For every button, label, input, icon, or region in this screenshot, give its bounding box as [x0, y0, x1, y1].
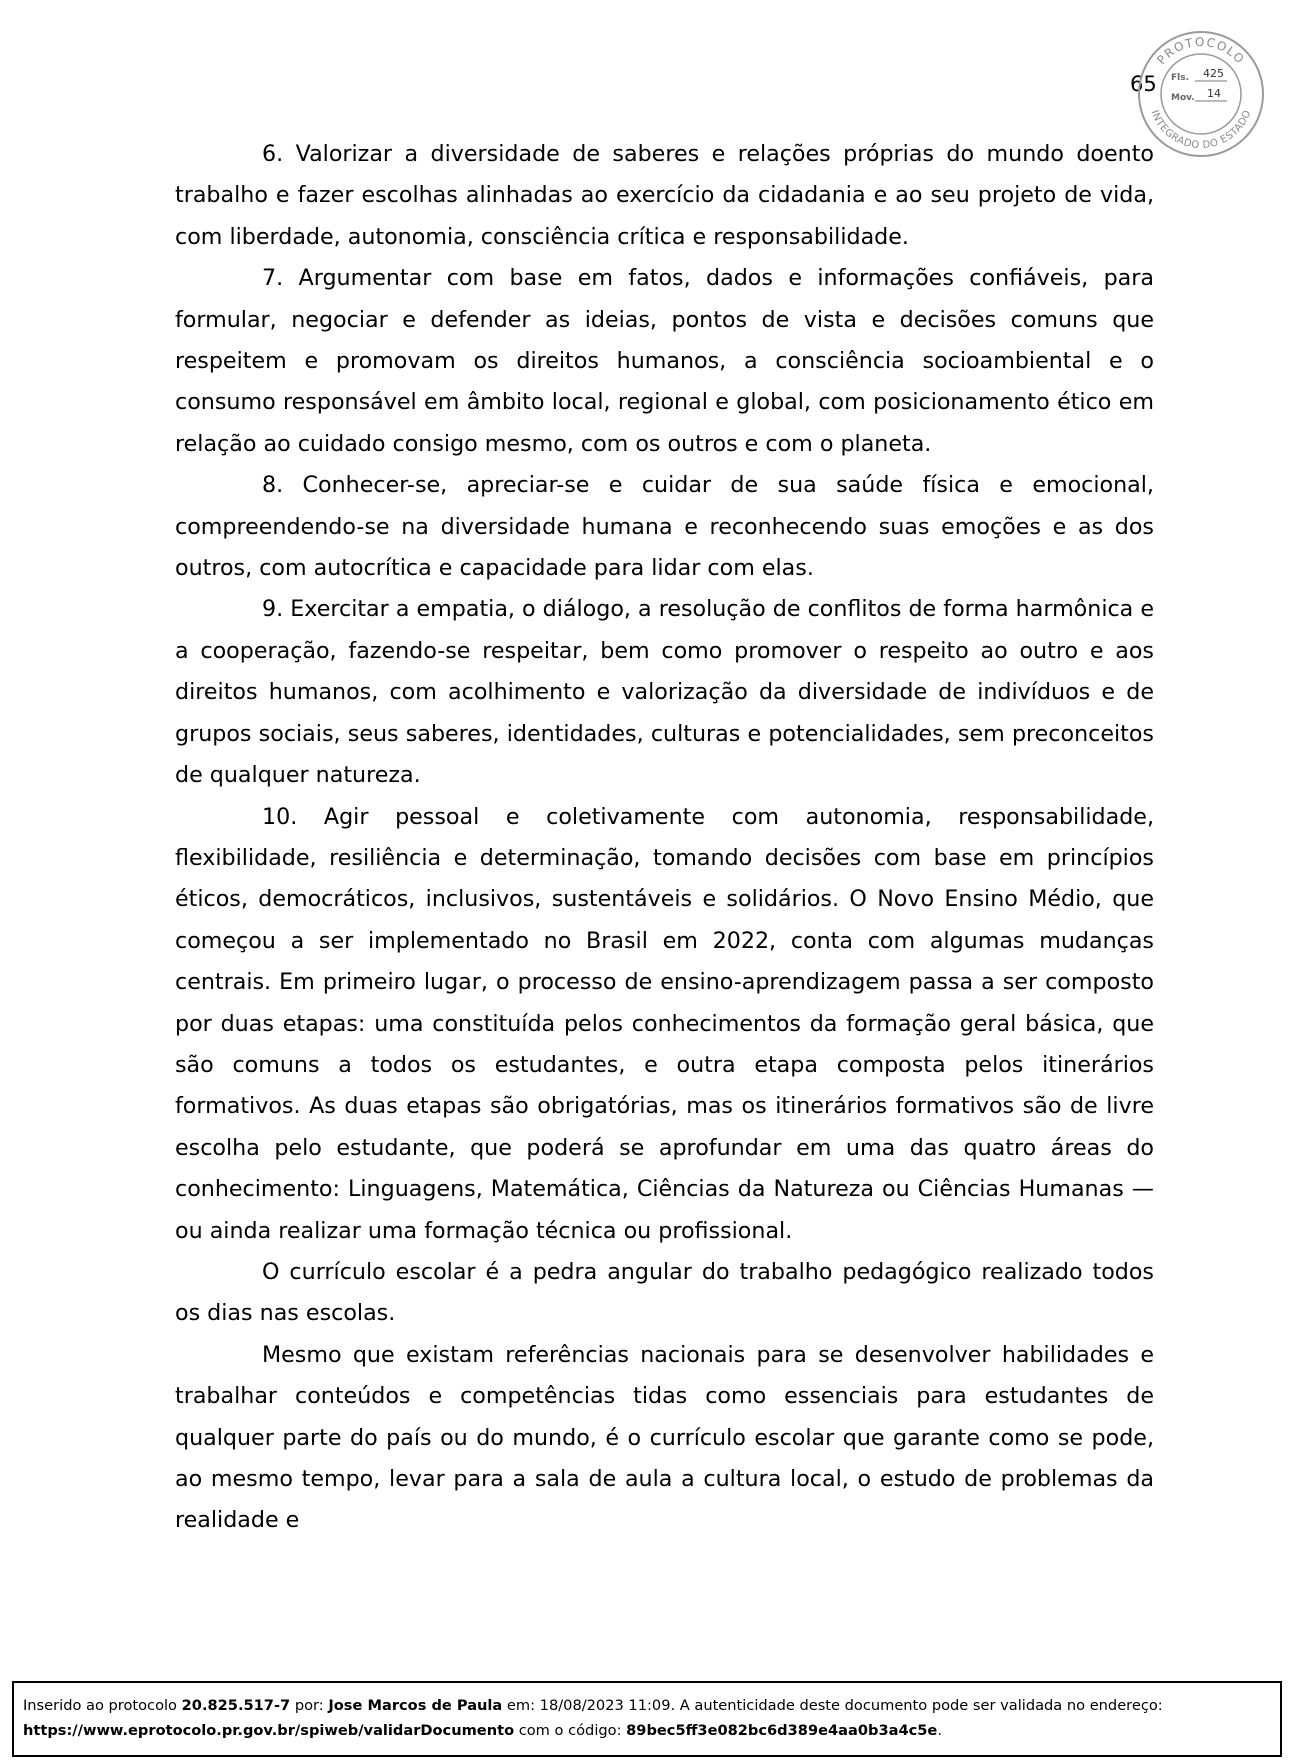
footer-code-prefix: com o código: — [514, 1722, 627, 1739]
footer-validation-url[interactable]: https://www.eprotocolo.pr.gov.br/spiweb/validarDocumento — [23, 1722, 515, 1739]
paragraph-6: 6. Valorizar a diversidade de saberes e relações próprias do mundo doento trabalho e fazer escolhas alinhadas ao exercício da cidadania e ao seu projeto de vida, com liberdade, autonomia, consciência crítica e responsabilidade. — [175, 141, 1154, 250]
stamp-fls-value: 425 — [1203, 67, 1224, 80]
paragraph-10: 10. Agir pessoal e coletivamente com autonomia, responsabilidade, flexibilidade, resiliência e determinação, tomando decisões com base em princípios éticos, democráticos, inclusivos, sustentáveis e solidários. O Novo Ensino Médio, que começou a ser implementado no Brasil em 2022, conta com algumas mudanças centrais. Em primeiro lugar, o processo de ensino-aprendizagem passa a ser composto por duas etapas: uma constituída pelos conhecimentos da formação geral básica, que são comuns a todos os estudantes, e outra etapa composta pelos itinerários formativos. As duas etapas são obrigatórias, mas os itinerários formativos são de livre escolha pelo estudante, que poderá se aprofundar em uma das quatro áreas do conhecimento: Linguagens, Matemática, Ciências da Natureza ou Ciências Humanas — ou ainda realizar uma formação técnica ou profissional. — [175, 803, 1154, 1244]
footer-code: 89bec5ff3e082bc6d389e4aa0b3a4c5e — [626, 1722, 938, 1739]
footer-author: Jose Marcos de Paula — [328, 1697, 503, 1714]
paragraph-7: 7. Argumentar com base em fatos, dados e informações confiáveis, para formular, negociar e defender as ideias, pontos de vista e decisões comuns que respeitem e promovam os direitos humanos, a consciência socioambiental e o consumo responsável em âmbito local, regional e global, com posicionamento ético em relação ao cuidado consigo mesmo, com os outros e com o planeta. — [175, 265, 1154, 457]
svg-text:INTEGRADO DO ESTADO: INTEGRADO DO ESTADO — [1148, 108, 1254, 152]
stamp-fls-label: Fls. — [1171, 73, 1190, 83]
document-body — [175, 134, 1154, 1542]
footer-protocol: 20.825.517-7 — [181, 1697, 291, 1714]
footer-end: . — [937, 1722, 942, 1739]
stamp-mov-value: 14 — [1207, 87, 1221, 100]
protocol-stamp — [1137, 30, 1265, 158]
paragraph-curriculo: O currículo escolar é a pedra angular do trabalho pedagógico realizado todos os dias nas escolas. — [175, 1258, 1154, 1327]
svg-text:PROTOCOLO: PROTOCOLO — [1154, 34, 1248, 68]
paragraph-8: 8. Conhecer-se, apreciar-se e cuidar de sua saúde física e emocional, compreendendo-se na diversidade humana e reconhecendo suas emoções e as dos outros, com autocrítica e capacidade para lidar com elas. — [175, 472, 1154, 582]
paragraph-9: 9. Exercitar a empatia, o diálogo, a resolução de conflitos de forma harmônica e a cooperação, fazendo-se respeitar, bem como promover o respeito ao outro e aos direitos humanos, com acolhimento e valorização da diversidade de indivíduos e de grupos sociais, seus saberes, identidades, culturas e potencialidades, sem preconceitos de qualquer natureza. — [175, 596, 1154, 789]
footer-line-2 — [23, 1718, 1271, 1743]
stamp-mov-label: Mov. — [1171, 93, 1195, 103]
footer-by: por: — [290, 1697, 329, 1714]
page-number: 65 — [1130, 72, 1157, 96]
authenticity-footer — [12, 1681, 1282, 1757]
paragraph-referencias: Mesmo que existam referências nacionais para se desenvolver habilidades e trabalhar conteúdos e competências tidas como essenciais para estudantes de qualquer parte do país ou do mundo, é o currículo escolar que garante como se pode, ao mesmo tempo, levar para a sala de aula a cultura local, o estudo de problemas da realidade e — [175, 1341, 1154, 1534]
footer-date: em: 18/08/2023 11:09. A autenticidade deste documento pode ser validada no endereço: — [502, 1697, 1163, 1714]
footer-line-1 — [23, 1693, 1271, 1718]
footer-prefix: Inserido ao protocolo — [23, 1697, 182, 1714]
